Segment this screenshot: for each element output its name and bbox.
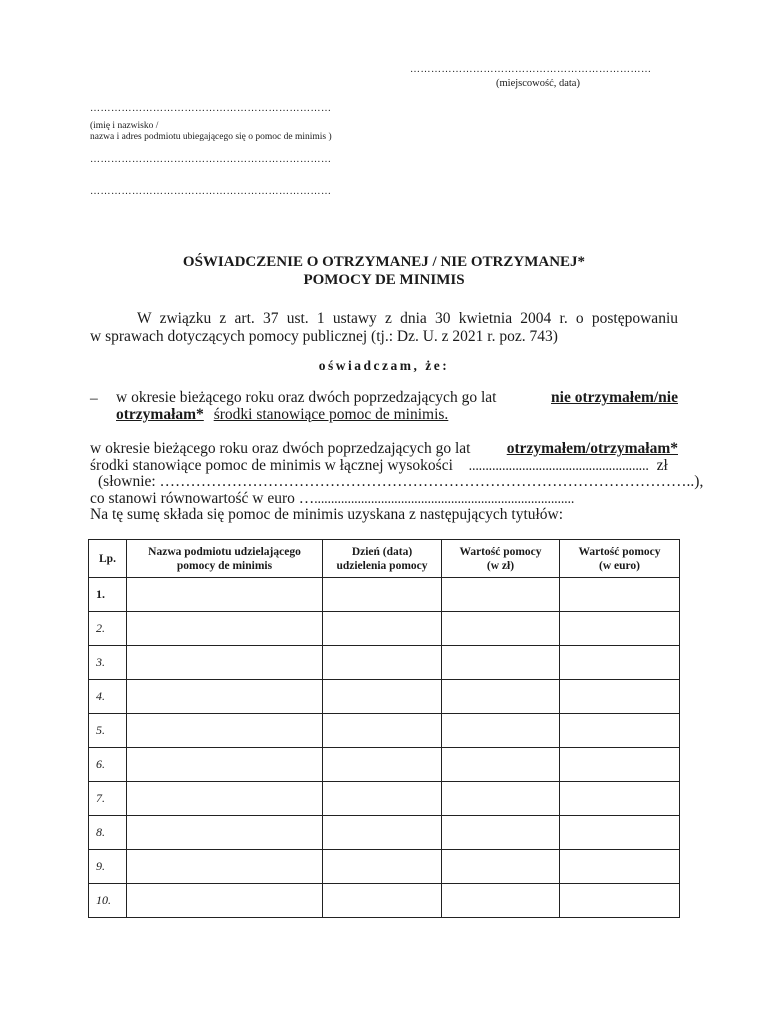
table-row — [89, 578, 680, 612]
applicant-address-dots-2[interactable]: …………………………………………………………… — [90, 186, 332, 197]
total-amount-unit: zł — [656, 457, 668, 474]
grant-date-cell[interactable] — [323, 816, 442, 850]
place-date-dots[interactable]: …………………………………………………………… — [410, 64, 652, 75]
row-number: 10. — [89, 884, 127, 918]
intro-line1: W związku z art. 37 ust. 1 ustawy z dnia 30 kwietnia 2004 r. o postępowaniu — [137, 310, 678, 327]
table-row — [89, 782, 680, 816]
applicant-name-dots[interactable]: …………………………………………………………… — [90, 103, 332, 114]
value-pln-cell[interactable] — [442, 578, 560, 612]
grant-date-cell[interactable] — [323, 850, 442, 884]
value-eur-cell[interactable] — [560, 884, 680, 918]
row-number: 8. — [89, 816, 127, 850]
grant-date-cell[interactable] — [323, 884, 442, 918]
row-number: 3. — [89, 646, 127, 680]
header-value-eur: Wartość pomocy (w euro) — [560, 540, 680, 578]
grantor-name-cell[interactable] — [127, 748, 323, 782]
value-eur-cell[interactable] — [560, 782, 680, 816]
table-row — [89, 816, 680, 850]
row-number: 4. — [89, 680, 127, 714]
place-date-label: (miejscowość, data) — [496, 78, 580, 89]
option2-line5: Na tę sumę składa się pomoc de minimis uzyskana z następujących tytułów: — [90, 506, 564, 523]
table-header-row — [89, 540, 680, 578]
declaration-heading: oświadczam, że: — [318, 358, 450, 373]
option2-received-choice[interactable]: otrzymałem/otrzymałam* — [506, 440, 678, 457]
grant-date-cell[interactable] — [323, 714, 442, 748]
grant-date-cell[interactable] — [323, 578, 442, 612]
grantor-name-cell[interactable] — [127, 646, 323, 680]
table-row — [89, 884, 680, 918]
euro-equivalent-label: co stanowi równowartość w euro … — [90, 490, 315, 507]
row-number: 5. — [89, 714, 127, 748]
value-pln-cell[interactable] — [442, 646, 560, 680]
applicant-address-dots-1[interactable]: …………………………………………………………… — [90, 154, 332, 165]
option1-line1-text: w okresie bieżącego roku oraz dwóch poprzedzających go lat — [116, 389, 497, 406]
grantor-name-cell[interactable] — [127, 578, 323, 612]
value-eur-cell[interactable] — [560, 714, 680, 748]
grant-date-cell[interactable] — [323, 680, 442, 714]
value-pln-cell[interactable] — [442, 850, 560, 884]
grant-date-cell[interactable] — [323, 748, 442, 782]
header-grant-date: Dzień (data) udzielenia pomocy — [323, 540, 442, 578]
grantor-name-cell[interactable] — [127, 782, 323, 816]
value-eur-cell[interactable] — [560, 816, 680, 850]
value-pln-cell[interactable] — [442, 816, 560, 850]
grantor-name-cell[interactable] — [127, 884, 323, 918]
grantor-name-cell[interactable] — [127, 816, 323, 850]
intro-line2: w sprawach dotyczących pomocy publicznej (tj.: Dz. U. z 2021 r. poz. 743) — [90, 328, 558, 345]
table-row — [89, 714, 680, 748]
value-pln-cell[interactable] — [442, 714, 560, 748]
row-number: 9. — [89, 850, 127, 884]
document-title-line2: POMOCY DE MINIMIS — [303, 272, 465, 288]
header-value-pln: Wartość pomocy (w zł) — [442, 540, 560, 578]
option2-line1-text: w okresie bieżącego roku oraz dwóch poprzedzających go lat — [90, 440, 471, 457]
row-number: 1. — [89, 578, 127, 612]
row-number: 2. — [89, 612, 127, 646]
table-row — [89, 646, 680, 680]
table-row — [89, 850, 680, 884]
table-row — [89, 748, 680, 782]
value-pln-cell[interactable] — [442, 748, 560, 782]
option1-line1 — [116, 389, 678, 407]
option1-bullet: – — [90, 390, 98, 407]
option1-not-received-choice[interactable]: nie otrzymałem/nie — [551, 389, 678, 406]
amount-in-words[interactable]: (słownie: …………………………………………………………………………………………..), — [98, 473, 704, 490]
value-eur-cell[interactable] — [560, 850, 680, 884]
header-lp: Lp. — [89, 540, 127, 578]
table-row — [89, 680, 680, 714]
header-grantor-name: Nazwa podmiotu udzielającego pomocy de minimis — [127, 540, 323, 578]
grantor-name-cell[interactable] — [127, 612, 323, 646]
grantor-name-cell[interactable] — [127, 680, 323, 714]
option2-line2-text: środki stanowiące pomoc de minimis w łącznej wysokości — [90, 457, 453, 474]
aid-table — [88, 539, 680, 918]
value-pln-cell[interactable] — [442, 680, 560, 714]
option2-line1 — [90, 440, 678, 458]
table-row — [89, 612, 680, 646]
grant-date-cell[interactable] — [323, 646, 442, 680]
euro-equivalent-dots[interactable]: …………………………………………………………………… — [314, 495, 575, 506]
grantor-name-cell[interactable] — [127, 850, 323, 884]
value-eur-cell[interactable] — [560, 646, 680, 680]
value-pln-cell[interactable] — [442, 884, 560, 918]
applicant-label-line2: nazwa i adres podmiotu ubiegającego się o pomoc de minimis ) — [90, 132, 332, 142]
grantor-name-cell[interactable] — [127, 714, 323, 748]
value-eur-cell[interactable] — [560, 612, 680, 646]
value-pln-cell[interactable] — [442, 612, 560, 646]
option1-not-received-choice-cont[interactable]: otrzymałam* — [116, 406, 204, 423]
total-amount-dots[interactable]: ……………………………………………… — [468, 462, 649, 473]
applicant-label-line1: (imię i nazwisko / — [90, 121, 159, 131]
row-number: 6. — [89, 748, 127, 782]
value-eur-cell[interactable] — [560, 578, 680, 612]
row-number: 7. — [89, 782, 127, 816]
value-eur-cell[interactable] — [560, 680, 680, 714]
value-pln-cell[interactable] — [442, 782, 560, 816]
grant-date-cell[interactable] — [323, 782, 442, 816]
document-title-line1: OŚWIADCZENIE O OTRZYMANEJ / NIE OTRZYMANEJ* — [182, 254, 586, 270]
option1-line2 — [116, 406, 448, 424]
grant-date-cell[interactable] — [323, 612, 442, 646]
value-eur-cell[interactable] — [560, 748, 680, 782]
option1-line2-text: środki stanowiące pomoc de minimis. — [213, 406, 449, 423]
